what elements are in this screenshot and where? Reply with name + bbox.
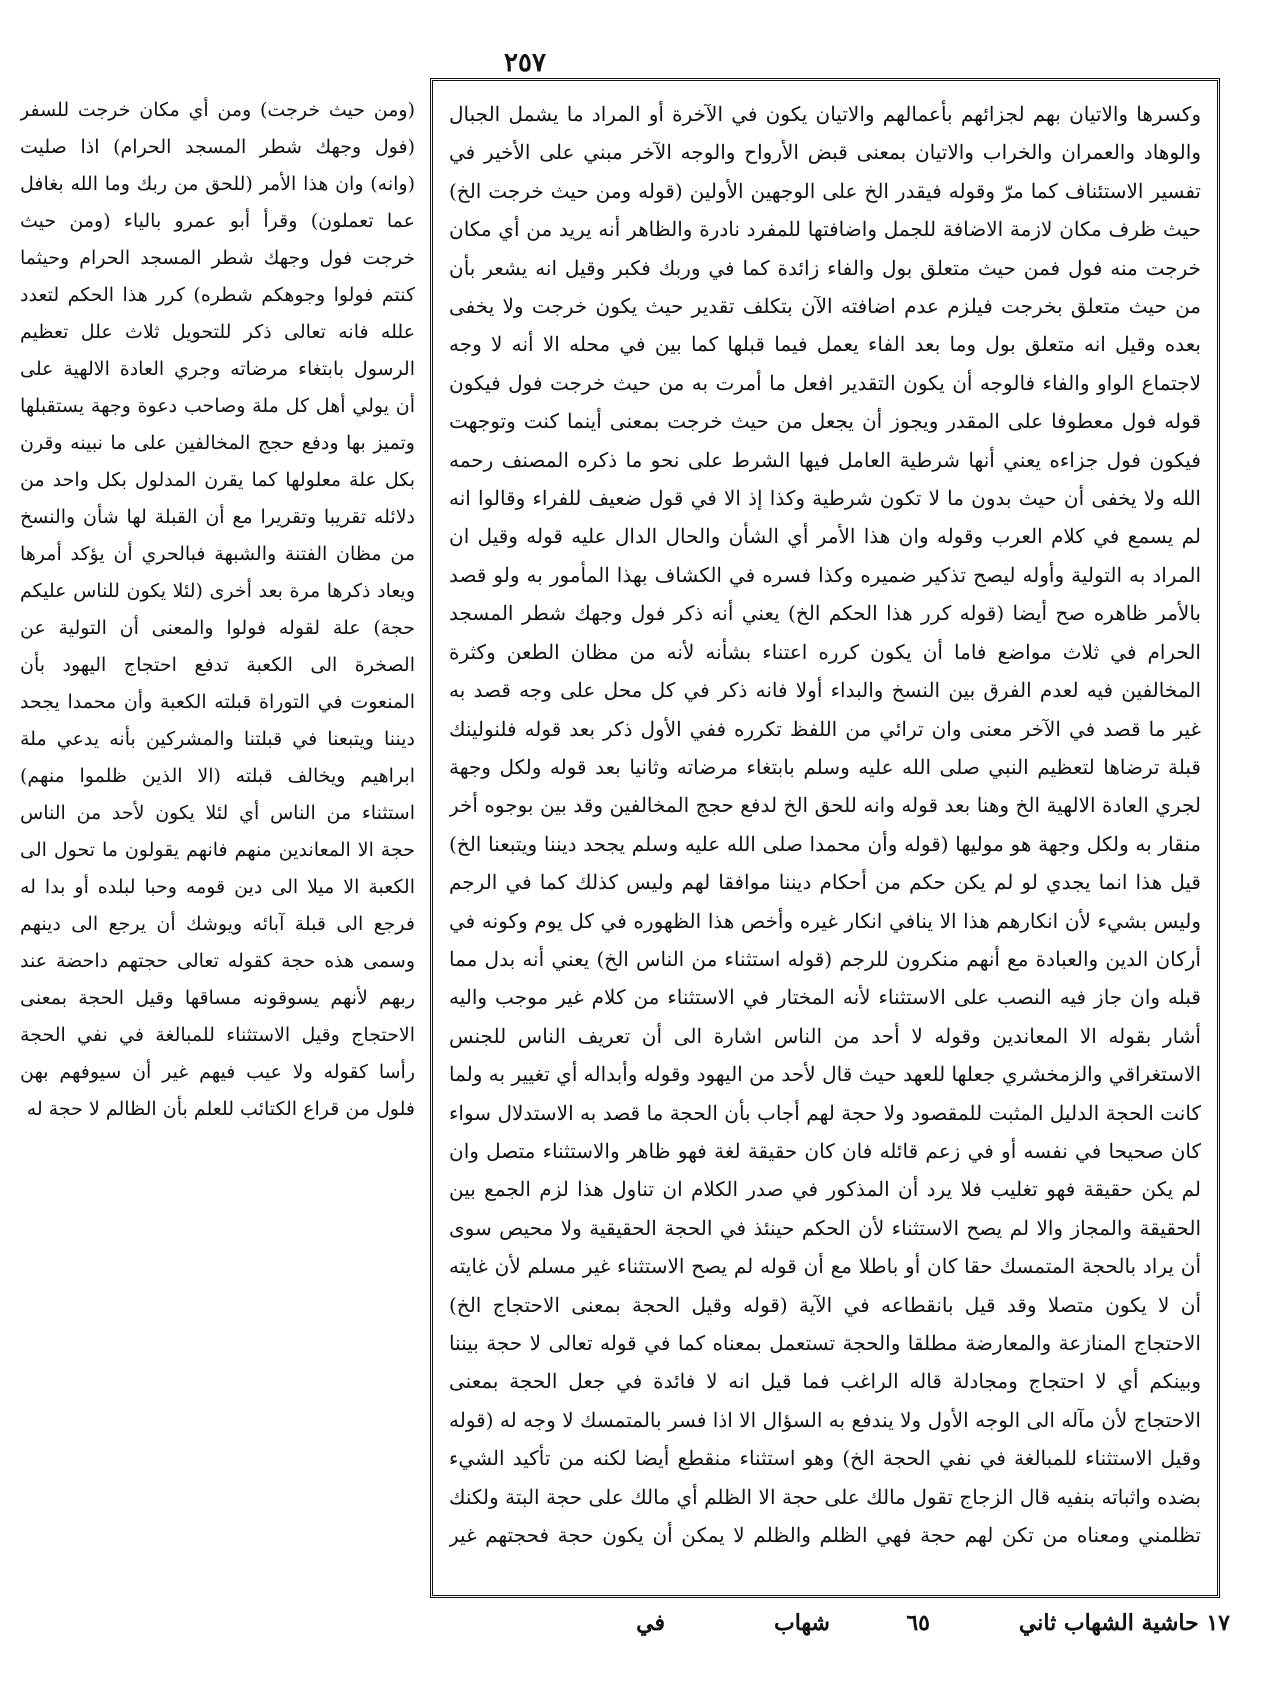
footer-page-ref: ٦٥ — [906, 1610, 930, 1636]
main-text-frame — [430, 78, 1220, 1598]
footer-signature: ١٧ حاشية الشهاب ثاني — [1018, 1610, 1230, 1636]
margin-commentary — [20, 92, 415, 1442]
footer-catchword: شهاب — [774, 1610, 830, 1636]
margin-paragraph: (ومن حيث خرجت) ومن أي مكان خرجت للسفر (فول وجهك شطر المسجد الحرام) اذا صليت (وانه) وان هذا الأمر (للحق من ربك وما الله بغافل عما تعملون) وقرأ أبو عمرو بالياء (ومن حيث خرجت فول وجهك شطر المسجد الحرام وحيثما كنتم فولوا وجوهكم شطره) كرر هذا الحكم لتعدد علله فانه تعالى ذكر للتحويل ثلاث علل تعظيم الرسول بابتغاء مرضاته وجري العادة الالهية على أن يولي أهل كل ملة وصاحب دعوة وجهة يستقبلها وتميز بها ودفع حجج المخالفين على ما نبينه وقرن بكل علة معلولها كما يقرن المدلول بكل واحد من دلائله تقريبا وتقريرا مع أن القبلة لها شأن والنسخ من مظان الفتنة والشبهة فبالحري أن يؤكد أمرها ويعاد ذكرها مرة بعد أخرى (لئلا يكون للناس عليكم حجة) علة لقوله فولوا والمعنى أن التولية عن الصخرة الى الكعبة تدفع احتجاج اليهود بأن المنعوت في التوراة قبلته الكعبة وأن محمدا يجحد ديننا ويتبعنا في قبلتنا والمشركين بأنه يدعي ملة ابراهيم ويخالف قبلته (الا الذين ظلموا منهم) استثناء من الناس أي لئلا يكون لأحد من الناس حجة الا المعاندين منهم فانهم يقولون ما تحول الى الكعبة الا ميلا الى دين قومه وحبا لبلده أو بدا له فرجع الى قبلة آبائه ويوشك أن يرجع الى دينهم وسمى هذه حجة كقوله تعالى حجتهم داحضة عند ربهم لأنهم يسوقونه مساقها وقيل الحجة بمعنى الاحتجاج وقيل الاستثناء للمبالغة في نفي الحجة رأسا كقوله ولا عيب فيهم غير أن سيوفهم بهن فلول من قراع الكتائب للعلم بأن الظالم لا حجة له — [20, 99, 415, 1120]
main-text — [449, 95, 1201, 1555]
footer-next-word: في — [636, 1610, 665, 1636]
page-footer — [430, 1610, 1230, 1650]
main-paragraph: وكسرها والاتيان بهم لجزائهم بأعمالهم والاتيان يكون في الآخرة أو المراد ما يشمل الجبال والوهاد والعمران والخراب والاتيان بمعنى قبض الأرواح والوجه الآخر مبني على الأخير في تفسير الاستئناف كما مرّ وقوله فيقدر الخ على الوجهين الأولين (قوله ومن حيث خرجت الخ) حيث ظرف مكان لازمة الاضافة للجمل واضافتها للمفرد نادرة والظاهر أنه يريد من أي مكان خرجت منه فول فمن حيث متعلق بول والفاء زائدة كما في وربك فكبر وقيل انه يشعر بأن من حيث متعلق بخرجت فيلزم عدم اضافته الآن بتكلف تقدير حيث يكون خرجت ولا يخفى بعده وقيل انه متعلق بول وما بعد الفاء يعمل فيما قبلها كما بين في محله الا أنه لا وجه لاجتماع الواو والفاء فالوجه أن يكون التقدير افعل ما أمرت به من حيث خرجت فول فيكون قوله فول معطوفا على المقدر ويجوز أن يجعل من حيث خرجت بمعنى أينما كنت وتوجهت فيكون فول جزاءه يعني أنها شرطية العامل فيها الشرط على نحو ما ذكره المصنف رحمه الله ولا يخفى أن حيث بدون ما لا تكون شرطية وكذا إذ الا في قول ضعيف للفراء وقالوا انه لم يسمع في كلام العرب وقوله وان هذا الأمر أي الشأن والحال الدال عليه قوله وقيل ان المراد به التولية وأوله ليصح تذكير ضميره وكذا فسره في الكشاف بهذا المأمور به ولو قصد بالأمر ظاهره صح أيضا (قوله كرر هذا الحكم الخ) يعني أنه ذكر فول وجهك شطر المسجد الحرام في ثلاث مواضع فاما أن يكون كرره اعتناء بشأنه لأنه من مظان الطعن وكثرة المخالفين فيه لعدم الفرق بين النسخ والبداء أولا فانه ذكر في كل محل على وجه قصد به غير ما قصد في الآخر معنى وان ترائي من اللفظ تكرره ففي الأول ذكر بعد قوله فلنولينك قبلة ترضاها لتعظيم النبي صلى الله عليه وسلم بابتغاء مرضاته وثانيا بعد قوله ولكل وجهة لجري العادة الالهية الخ وهنا بعد قوله وانه للحق الخ لدفع حجج المخالفين وقد بين بوجوه أخر منقار به ولكل وجهة هو موليها (قوله وأن محمدا صلى الله عليه وسلم يجحد ديننا ويتبعنا الخ) قيل هذا انما يجدي لو لم يكن حكم من أحكام ديننا موافقا لهم وليس كذلك كما في الرجم وليس بشيء لأن انكارهم هذا الا ينافي انكار غيره وأخص هذا الظهوره في كل يوم وكونه في أركان الدين والعبادة مع أنهم منكرون للرجم (قوله استثناء من الناس الخ) يعني أنه بدل مما قبله وان جاز فيه النصب على الاستثناء لأنه المختار في الاستثناء من كلام غير موجب واليه أشار بقوله الا المعاندين وقوله لا أحد من الناس اشارة الى أن تعريف الناس للجنس الاستغراقي والزمخشري جعلها للعهد حيث قال لأحد من اليهود وقوله وأبداله أي تغيير به ولما كانت الحجة الدليل المثبت للمقصود ولا حجة لهم أجاب بأن الحجة ما قصد به الاستدلال سواء كان صحيحا في نفسه أو في زعم قائله فان كان حقيقة لغة فهو ظاهر والاستثناء متصل وان لم يكن حقيقة فهو تغليب فلا يرد أن المذكور في صدر الكلام ان تناول هذا لزم الجمع بين الحقيقة والمجاز والا لم يصح الاستثناء لأن الحكم حينئذ في الحجة الحقيقية ولا محيص سوى أن يراد بالحجة المتمسك حقا كان أو باطلا مع أن قوله لم يصح الاستثناء غير مسلم لأن غايته أن لا يكون متصلا وقد قيل بانقطاعه في الآية (قوله وقيل الحجة بمعنى الاحتجاج الخ) الاحتجاج المنازعة والمعارضة مطلقا والحجة تستعمل بمعناه كما في قوله تعالى لا حجة بيننا وبينكم أي لا احتجاج ومجادلة قاله الراغب فما قيل انه لا فائدة في جعل الحجة بمعنى الاحتجاج لأن مآله الى الوجه الأول ولا يندفع به السؤال الا اذا فسر بالمتمسك لا وجه له (قوله وقيل الاستثناء للمبالغة في نفي الحجة الخ) وهو استثناء منقطع أيضا لكنه من تأكيد الشيء بضده واثباته بنفيه قال الزجاج تقول مالك على حجة الا الظلم أي مالك على حجة البتة ولكنك تظلمني ومعناه من تكن لهم حجة فهي الظلم والظلم لا يمكن أن يكون حجة فحجتهم غير — [449, 102, 1201, 1548]
page-number: ٢٥٧ — [504, 48, 546, 78]
